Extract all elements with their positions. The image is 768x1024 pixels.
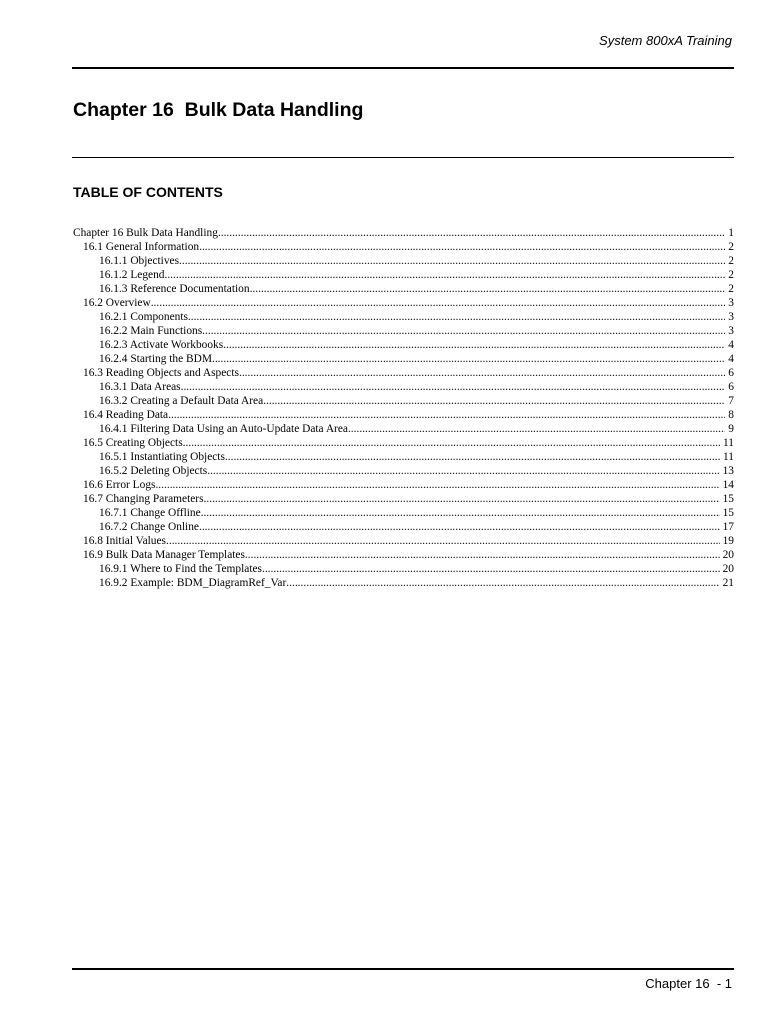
toc-entry-label: 16.7.1 Change Offline <box>99 507 201 519</box>
toc-entry-page: 11 <box>723 437 734 449</box>
toc-dot-leader <box>262 562 720 576</box>
toc-dot-leader <box>245 548 720 562</box>
toc-dot-leader <box>250 282 726 296</box>
toc-entry-page: 1 <box>728 227 734 239</box>
toc-dot-leader <box>188 310 725 324</box>
toc-dot-leader <box>151 296 726 310</box>
toc-entry-page: 19 <box>722 535 734 547</box>
toc-entry-page: 17 <box>722 521 734 533</box>
toc-entry[interactable] <box>73 394 734 408</box>
toc-entry-label: 16.3.2 Creating a Default Data Area <box>99 395 264 407</box>
toc-entry-label: 16.2.2 Main Functions <box>99 325 203 337</box>
toc-entry-label: Chapter 16 Bulk Data Handling <box>73 227 218 239</box>
toc-dot-leader <box>199 520 720 534</box>
toc-entry-page: 21 <box>722 577 734 589</box>
page-footer: Chapter 16 - 1 <box>645 976 732 991</box>
toc-entry[interactable] <box>73 296 734 310</box>
toc-entry-label: 16.2.1 Components <box>99 311 188 323</box>
toc-dot-leader <box>202 324 725 338</box>
header-rule <box>72 67 734 69</box>
toc-entry-page: 15 <box>722 507 734 519</box>
toc-entry[interactable] <box>73 422 734 436</box>
toc-entry[interactable] <box>73 226 734 240</box>
toc-entry[interactable] <box>73 310 734 324</box>
toc-entry-page: 2 <box>728 255 734 267</box>
toc-entry-page: 2 <box>728 241 734 253</box>
toc-dot-leader <box>348 422 725 436</box>
toc-dot-leader <box>166 534 720 548</box>
toc-dot-leader <box>263 394 725 408</box>
toc-dot-leader <box>168 408 725 422</box>
toc-entry[interactable] <box>73 506 734 520</box>
toc-entry-label: 16.1.2 Legend <box>99 269 165 281</box>
toc-entry-page: 3 <box>728 325 734 337</box>
toc-entry-label: 16.4 Reading Data <box>83 409 169 421</box>
running-header: System 800xA Training <box>599 33 732 48</box>
toc-entry-label: 16.2.3 Activate Workbooks <box>99 339 224 351</box>
toc-entry-page: 3 <box>728 297 734 309</box>
chapter-title: Chapter 16 Bulk Data Handling <box>73 99 364 121</box>
toc-entry-page: 3 <box>728 311 734 323</box>
toc-entry-page: 2 <box>728 269 734 281</box>
toc-entry-label: 16.7.2 Change Online <box>99 521 199 533</box>
toc-entry-label: 16.3 Reading Objects and Aspects <box>83 367 239 379</box>
toc-entry-label: 16.6 Error Logs <box>83 479 156 491</box>
toc-entry-label: 16.7 Changing Parameters <box>83 493 204 505</box>
toc-entry-label: 16.9.1 Where to Find the Templates <box>99 563 262 575</box>
toc-dot-leader <box>201 506 720 520</box>
toc-entry[interactable] <box>73 576 734 590</box>
toc-dot-leader <box>225 450 720 464</box>
title-rule <box>72 157 734 158</box>
toc-entry-page: 20 <box>722 563 734 575</box>
toc-entry[interactable] <box>73 548 734 562</box>
toc-dot-leader <box>212 352 725 366</box>
toc-entry-page: 15 <box>722 493 734 505</box>
toc-entry-page: 6 <box>728 381 734 393</box>
toc-entry[interactable] <box>73 324 734 338</box>
toc-entry-page: 2 <box>728 283 734 295</box>
toc-entry-label: 16.8 Initial Values <box>83 535 166 547</box>
toc-entry[interactable] <box>73 352 734 366</box>
toc-entry-label: 16.5 Creating Objects <box>83 437 183 449</box>
toc-entry[interactable] <box>73 408 734 422</box>
toc-entry[interactable] <box>73 338 734 352</box>
toc-entry[interactable] <box>73 268 734 282</box>
toc-entry-label: 16.1.1 Objectives <box>99 255 180 267</box>
toc-entry-page: 11 <box>723 451 734 463</box>
toc-entry-label: 16.1.3 Reference Documentation <box>99 283 250 295</box>
toc-dot-leader <box>204 492 720 506</box>
toc-entry[interactable] <box>73 380 734 394</box>
toc-dot-leader <box>199 240 725 254</box>
toc-dot-leader <box>207 464 719 478</box>
toc-dot-leader <box>181 380 726 394</box>
toc-entry-page: 4 <box>728 339 734 351</box>
toc-entry[interactable] <box>73 478 734 492</box>
toc-entry-page: 6 <box>728 367 734 379</box>
toc-dot-leader <box>183 436 720 450</box>
toc-entry[interactable] <box>73 254 734 268</box>
toc-entry[interactable] <box>73 366 734 380</box>
toc-entry-page: 7 <box>728 395 734 407</box>
toc-dot-leader <box>164 268 725 282</box>
toc-dot-leader <box>218 226 725 240</box>
toc-heading: TABLE OF CONTENTS <box>73 184 223 200</box>
toc-dot-leader <box>179 254 725 268</box>
toc-entry[interactable] <box>73 464 734 478</box>
toc-entry[interactable] <box>73 282 734 296</box>
toc-entry-page: 20 <box>722 549 734 561</box>
toc-entry-label: 16.5.1 Instantiating Objects <box>99 451 225 463</box>
toc-entry-page: 14 <box>722 479 734 491</box>
toc-entry[interactable] <box>73 520 734 534</box>
toc-entry-page: 9 <box>728 423 734 435</box>
toc-entry-page: 8 <box>728 409 734 421</box>
toc-entry-label: 16.4.1 Filtering Data Using an Auto-Update Data Area <box>99 423 348 435</box>
toc-entry-label: 16.5.2 Deleting Objects <box>99 465 208 477</box>
toc-entry-label: 16.2 Overview <box>83 297 151 309</box>
toc-entry[interactable] <box>73 240 734 254</box>
toc-dot-leader <box>286 576 719 590</box>
toc-entry[interactable] <box>73 436 734 450</box>
toc-dot-leader <box>155 478 719 492</box>
toc-entry-label: 16.1 General Information <box>83 241 200 253</box>
toc-entry-label: 16.2.4 Starting the BDM <box>99 353 212 365</box>
toc-entry-page: 4 <box>728 353 734 365</box>
toc-entry[interactable] <box>73 492 734 506</box>
toc-entry-label: 16.9 Bulk Data Manager Templates <box>83 549 245 561</box>
footer-rule <box>72 968 734 970</box>
toc-entry-label: 16.9.2 Example: BDM_DiagramRef_Var <box>99 577 287 589</box>
toc-entry-page: 13 <box>722 465 734 477</box>
toc-entry-label: 16.3.1 Data Areas <box>99 381 181 393</box>
toc-entry[interactable] <box>73 534 734 548</box>
table-of-contents <box>73 226 734 590</box>
toc-dot-leader <box>239 366 725 380</box>
toc-entry[interactable] <box>73 562 734 576</box>
toc-dot-leader <box>223 338 725 352</box>
toc-entry[interactable] <box>73 450 734 464</box>
